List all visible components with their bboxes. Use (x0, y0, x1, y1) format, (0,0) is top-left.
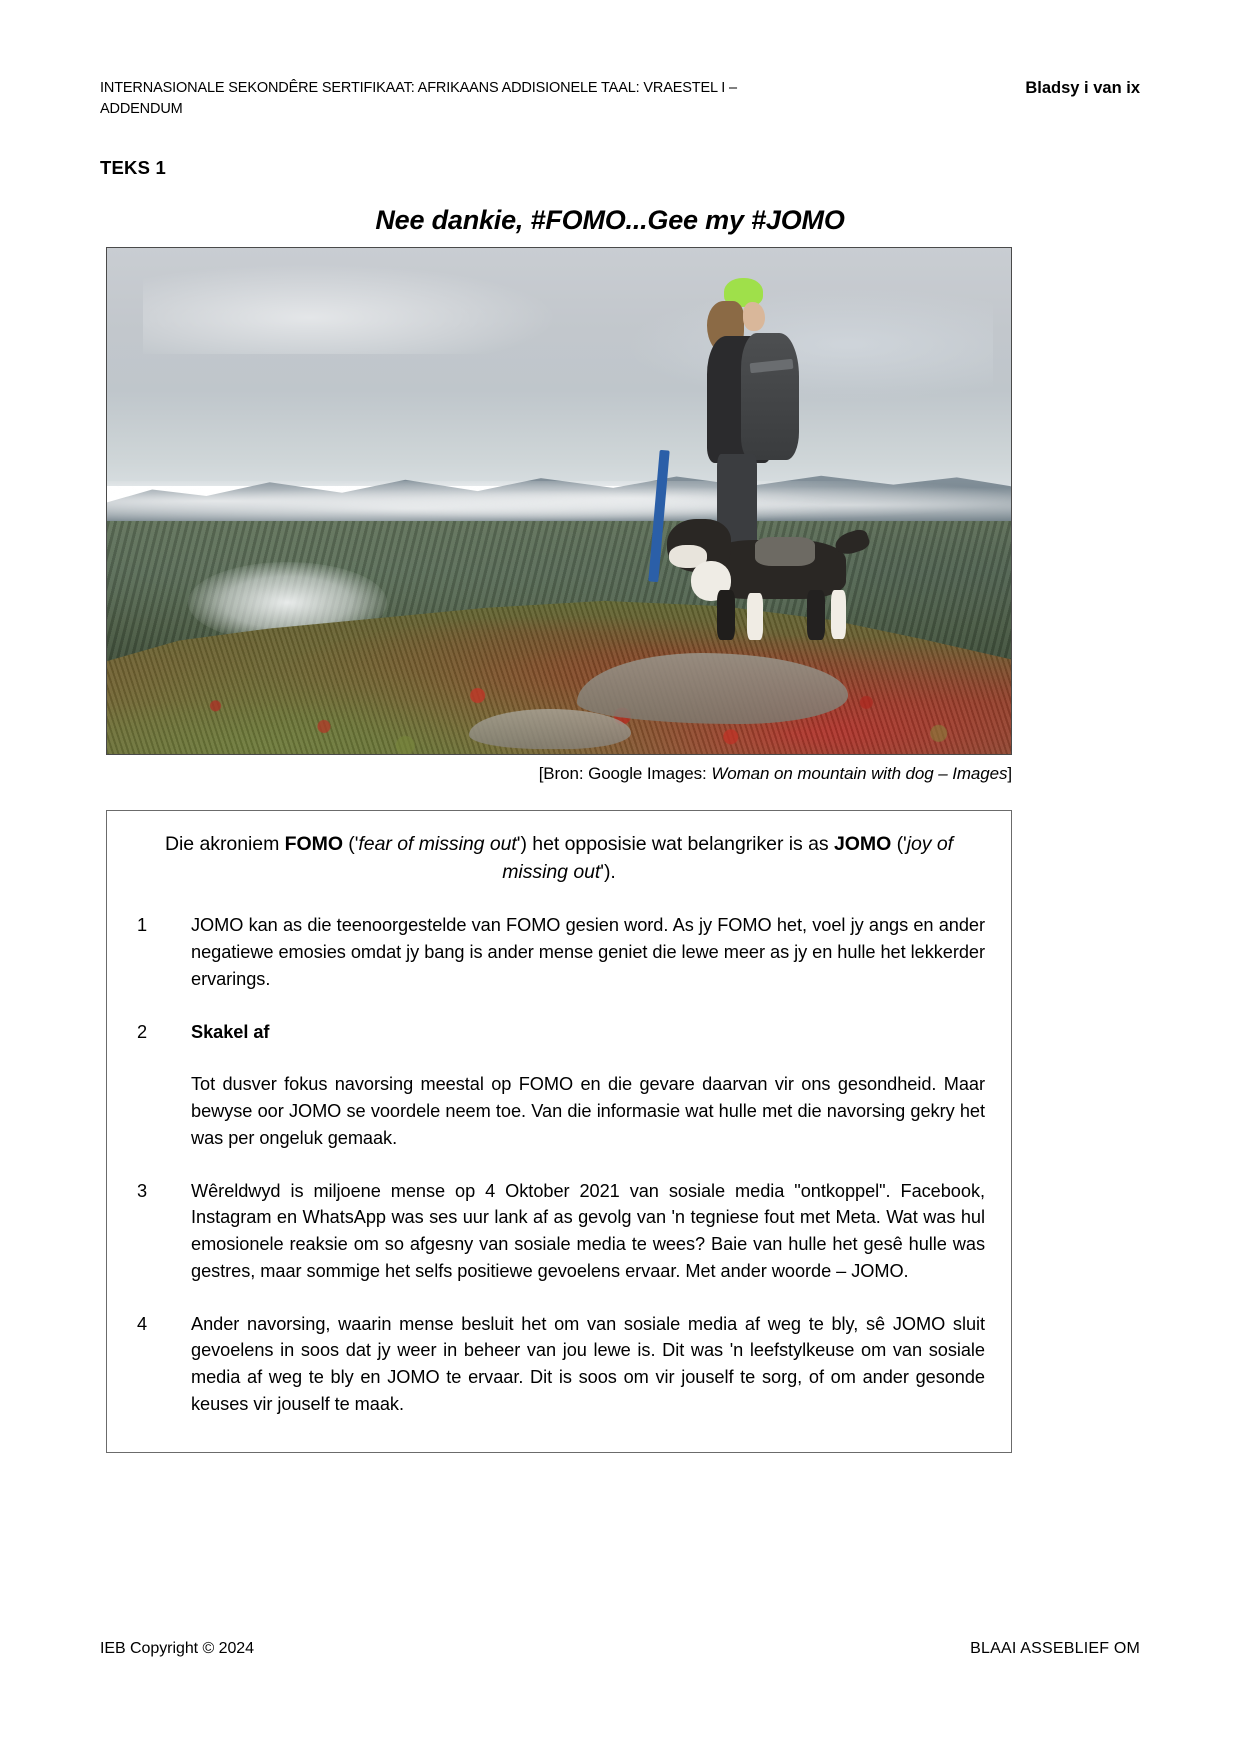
paragraph-number-spacer (133, 1071, 191, 1151)
paragraph-row (133, 1019, 985, 1046)
backpack (741, 333, 799, 461)
figure-caption (106, 764, 1012, 784)
lead-fomo-expansion: fear of missing out (358, 833, 517, 856)
lead-text-3: ') het opposisie wat belangriker is as (516, 833, 834, 856)
lead-jomo-expansion: joy of missing out (502, 833, 954, 883)
paragraph-row (133, 1178, 985, 1285)
hiker-face (743, 302, 765, 331)
article-box (106, 810, 1012, 1453)
figure-image (106, 247, 1012, 755)
turn-over-notice: BLAAI ASSEBLIEF OM (970, 1640, 1140, 1657)
dog-leg-front-left (717, 590, 735, 640)
page-number-label: Bladsy i van ix (1025, 79, 1140, 97)
paragraph-text: Ander navorsing, waarin mense besluit het om van sosiale media af weg te bly, sê JOMO sluit gevoelens in soos dat jy weer in beheer van jou lewe is. Dit was 'n leefstylkeuse om van sosiale media af weg te bly en JOMO te ervaar. Dit is soos om vir jouself te sorg, of om ander gesonde keuses vir jouself te maak. (191, 1313, 985, 1414)
cloud-left (143, 263, 559, 354)
paragraph-number: 2 (137, 1021, 148, 1042)
lead-text-4: (' (891, 833, 907, 856)
paragraph-text: Tot dusver fokus navorsing meestal op FOMO en die gevare daarvan vir ons gesondheid. Maar bewyse oor JOMO se voordele neem toe. Van die informasie wat hulle met die navorsing gekry het was per ongeluk gemaak. (191, 1074, 985, 1148)
paragraph-text: JOMO kan as die teenoorgestelde van FOMO gesien word. As jy FOMO het, voel jy angs en ander negatiewe emosies omdat jy bang is ander mense geniet die lewe meer as jy en hulle het lekkerder ervarings. (191, 915, 985, 989)
running-header (100, 78, 1140, 120)
paragraph-number: 1 (137, 915, 148, 936)
caption-source-title: Woman on mountain with dog – Images (711, 764, 1008, 784)
dog-figure (667, 511, 866, 643)
article-lead (133, 827, 985, 886)
dog-pack (755, 537, 815, 566)
paragraph-text: Wêreldwyd is miljoene mense op 4 Oktober 2021 van sosiale media "ontkoppel". Facebook, Instagram en WhatsApp was ses uur lank af as gevolg van 'n tegniese fout met Meta. Wat was hul emosionele reaksie om so afgesny van sosiale media te wees? Baie van hulle het gesê hulle was gestres, maar sommige het selfs positiewe gevoelens ervaar. Met ander woorde – JOMO. (191, 1180, 985, 1281)
paragraph-number: 3 (137, 1180, 148, 1201)
caption-suffix: ] (1007, 764, 1012, 784)
page-title: Nee dankie, #FOMO...Gee my #JOMO (375, 205, 845, 236)
section-label: TEKS 1 (100, 157, 166, 179)
exam-title: INTERNASIONALE SEKONDÊRE SERTIFIKAAT: AFRIKAANS ADDISIONELE TAAL: VRAESTEL I – ADDENDUM (100, 80, 737, 118)
lead-jomo-acronym: JOMO (833, 833, 892, 856)
mountain-photo (107, 248, 1011, 754)
lead-text-2: (' (342, 833, 359, 856)
paragraph-row (133, 1071, 985, 1151)
paragraph-subheading-wrap (191, 1019, 985, 1046)
copyright-notice: IEB Copyright © 2024 (100, 1640, 254, 1657)
caption-prefix: [Bron: Google Images: (538, 764, 712, 784)
lead-text-5: '). (600, 860, 616, 883)
paragraph-subheading: Skakel af (191, 1021, 270, 1042)
dog-leg-rear-left (807, 590, 825, 640)
paragraph-row (133, 912, 985, 992)
dog-leg-rear-right (831, 590, 847, 639)
lead-text-1: Die akroniem (164, 833, 285, 856)
page-footer (100, 1640, 1140, 1658)
dog-leg-front-right (747, 593, 763, 640)
paragraph-number: 4 (137, 1313, 148, 1334)
lead-fomo-acronym: FOMO (284, 833, 343, 856)
paragraph-row (133, 1311, 985, 1418)
